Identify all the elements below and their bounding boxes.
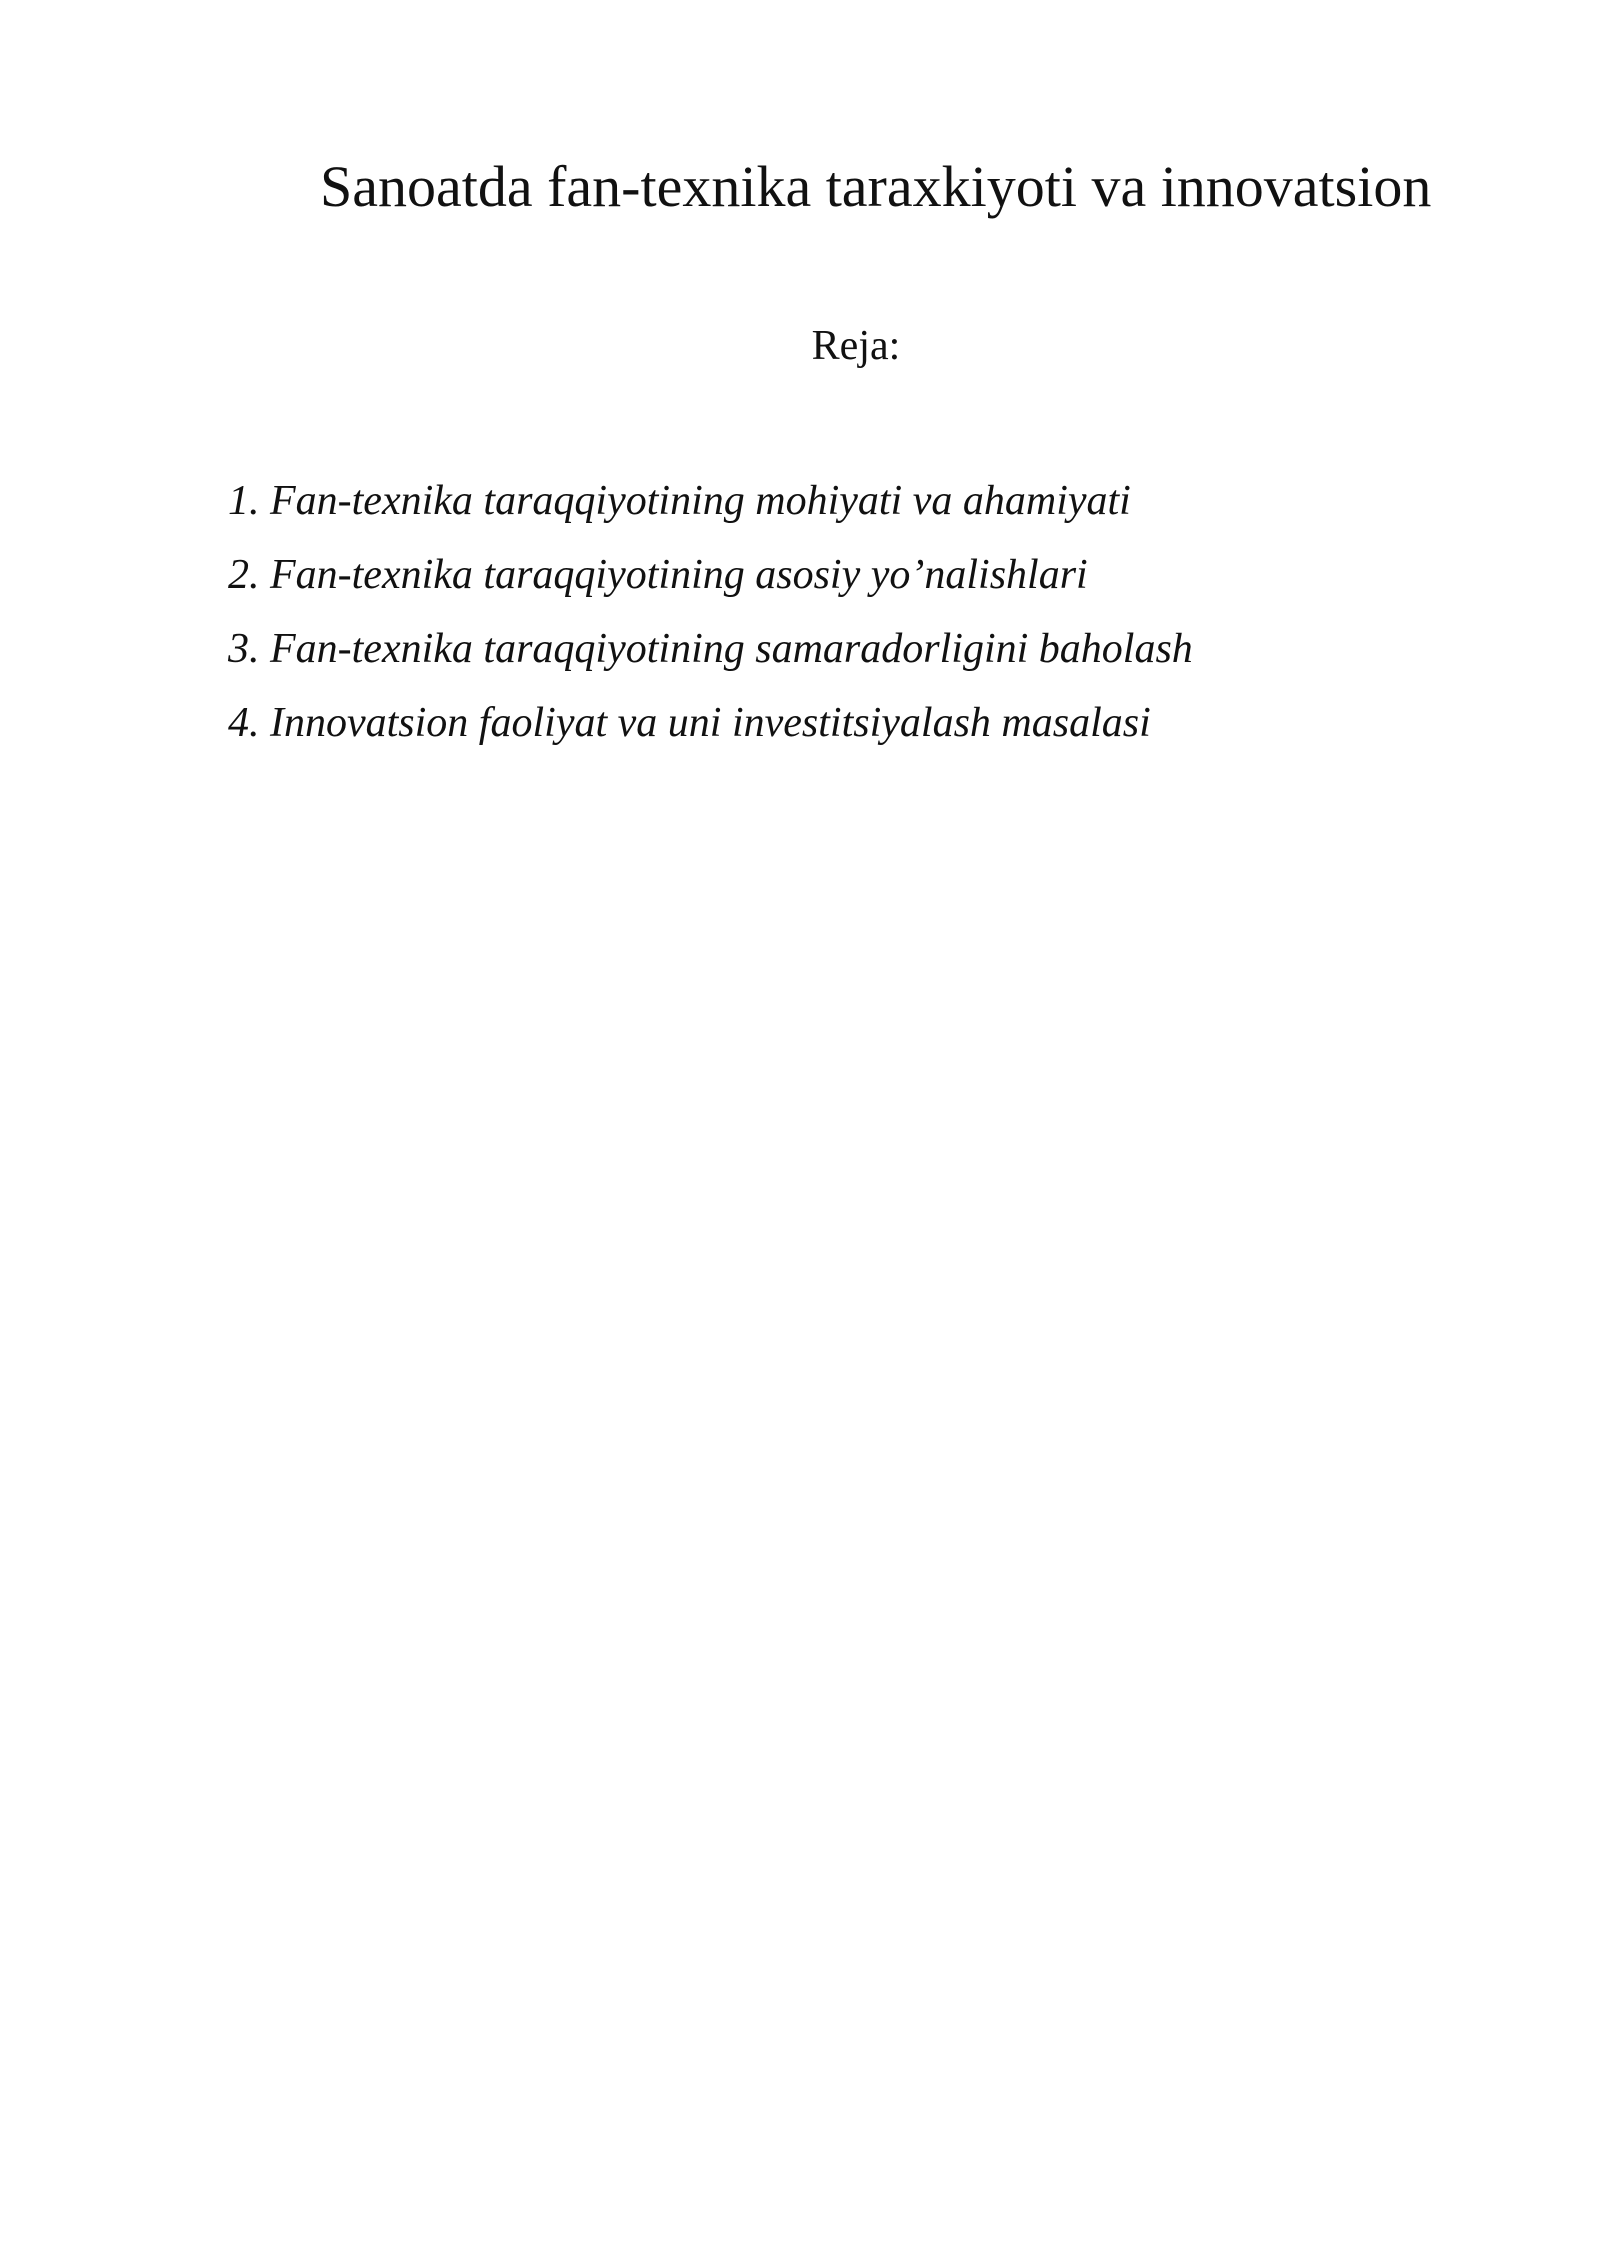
plan-item-4: 4. Innovatsion faoliyat va uni investitsiyalash masalasi bbox=[228, 700, 1151, 746]
plan-item-2: 2. Fan-texnika taraqqiyotining asosiy yo’nalishlari bbox=[228, 552, 1088, 598]
plan-heading: Reja: bbox=[811, 323, 901, 369]
document-title: Sanoatda fan-texnika taraxkiyoti va innovatsion bbox=[320, 154, 1432, 219]
plan-list bbox=[228, 464, 1528, 760]
plan-item-1: 1. Fan-texnika taraqqiyotining mohiyati va ahamiyati bbox=[228, 478, 1131, 524]
plan-item-3: 3. Fan-texnika taraqqiyotining samaradorligini baholash bbox=[228, 626, 1193, 672]
